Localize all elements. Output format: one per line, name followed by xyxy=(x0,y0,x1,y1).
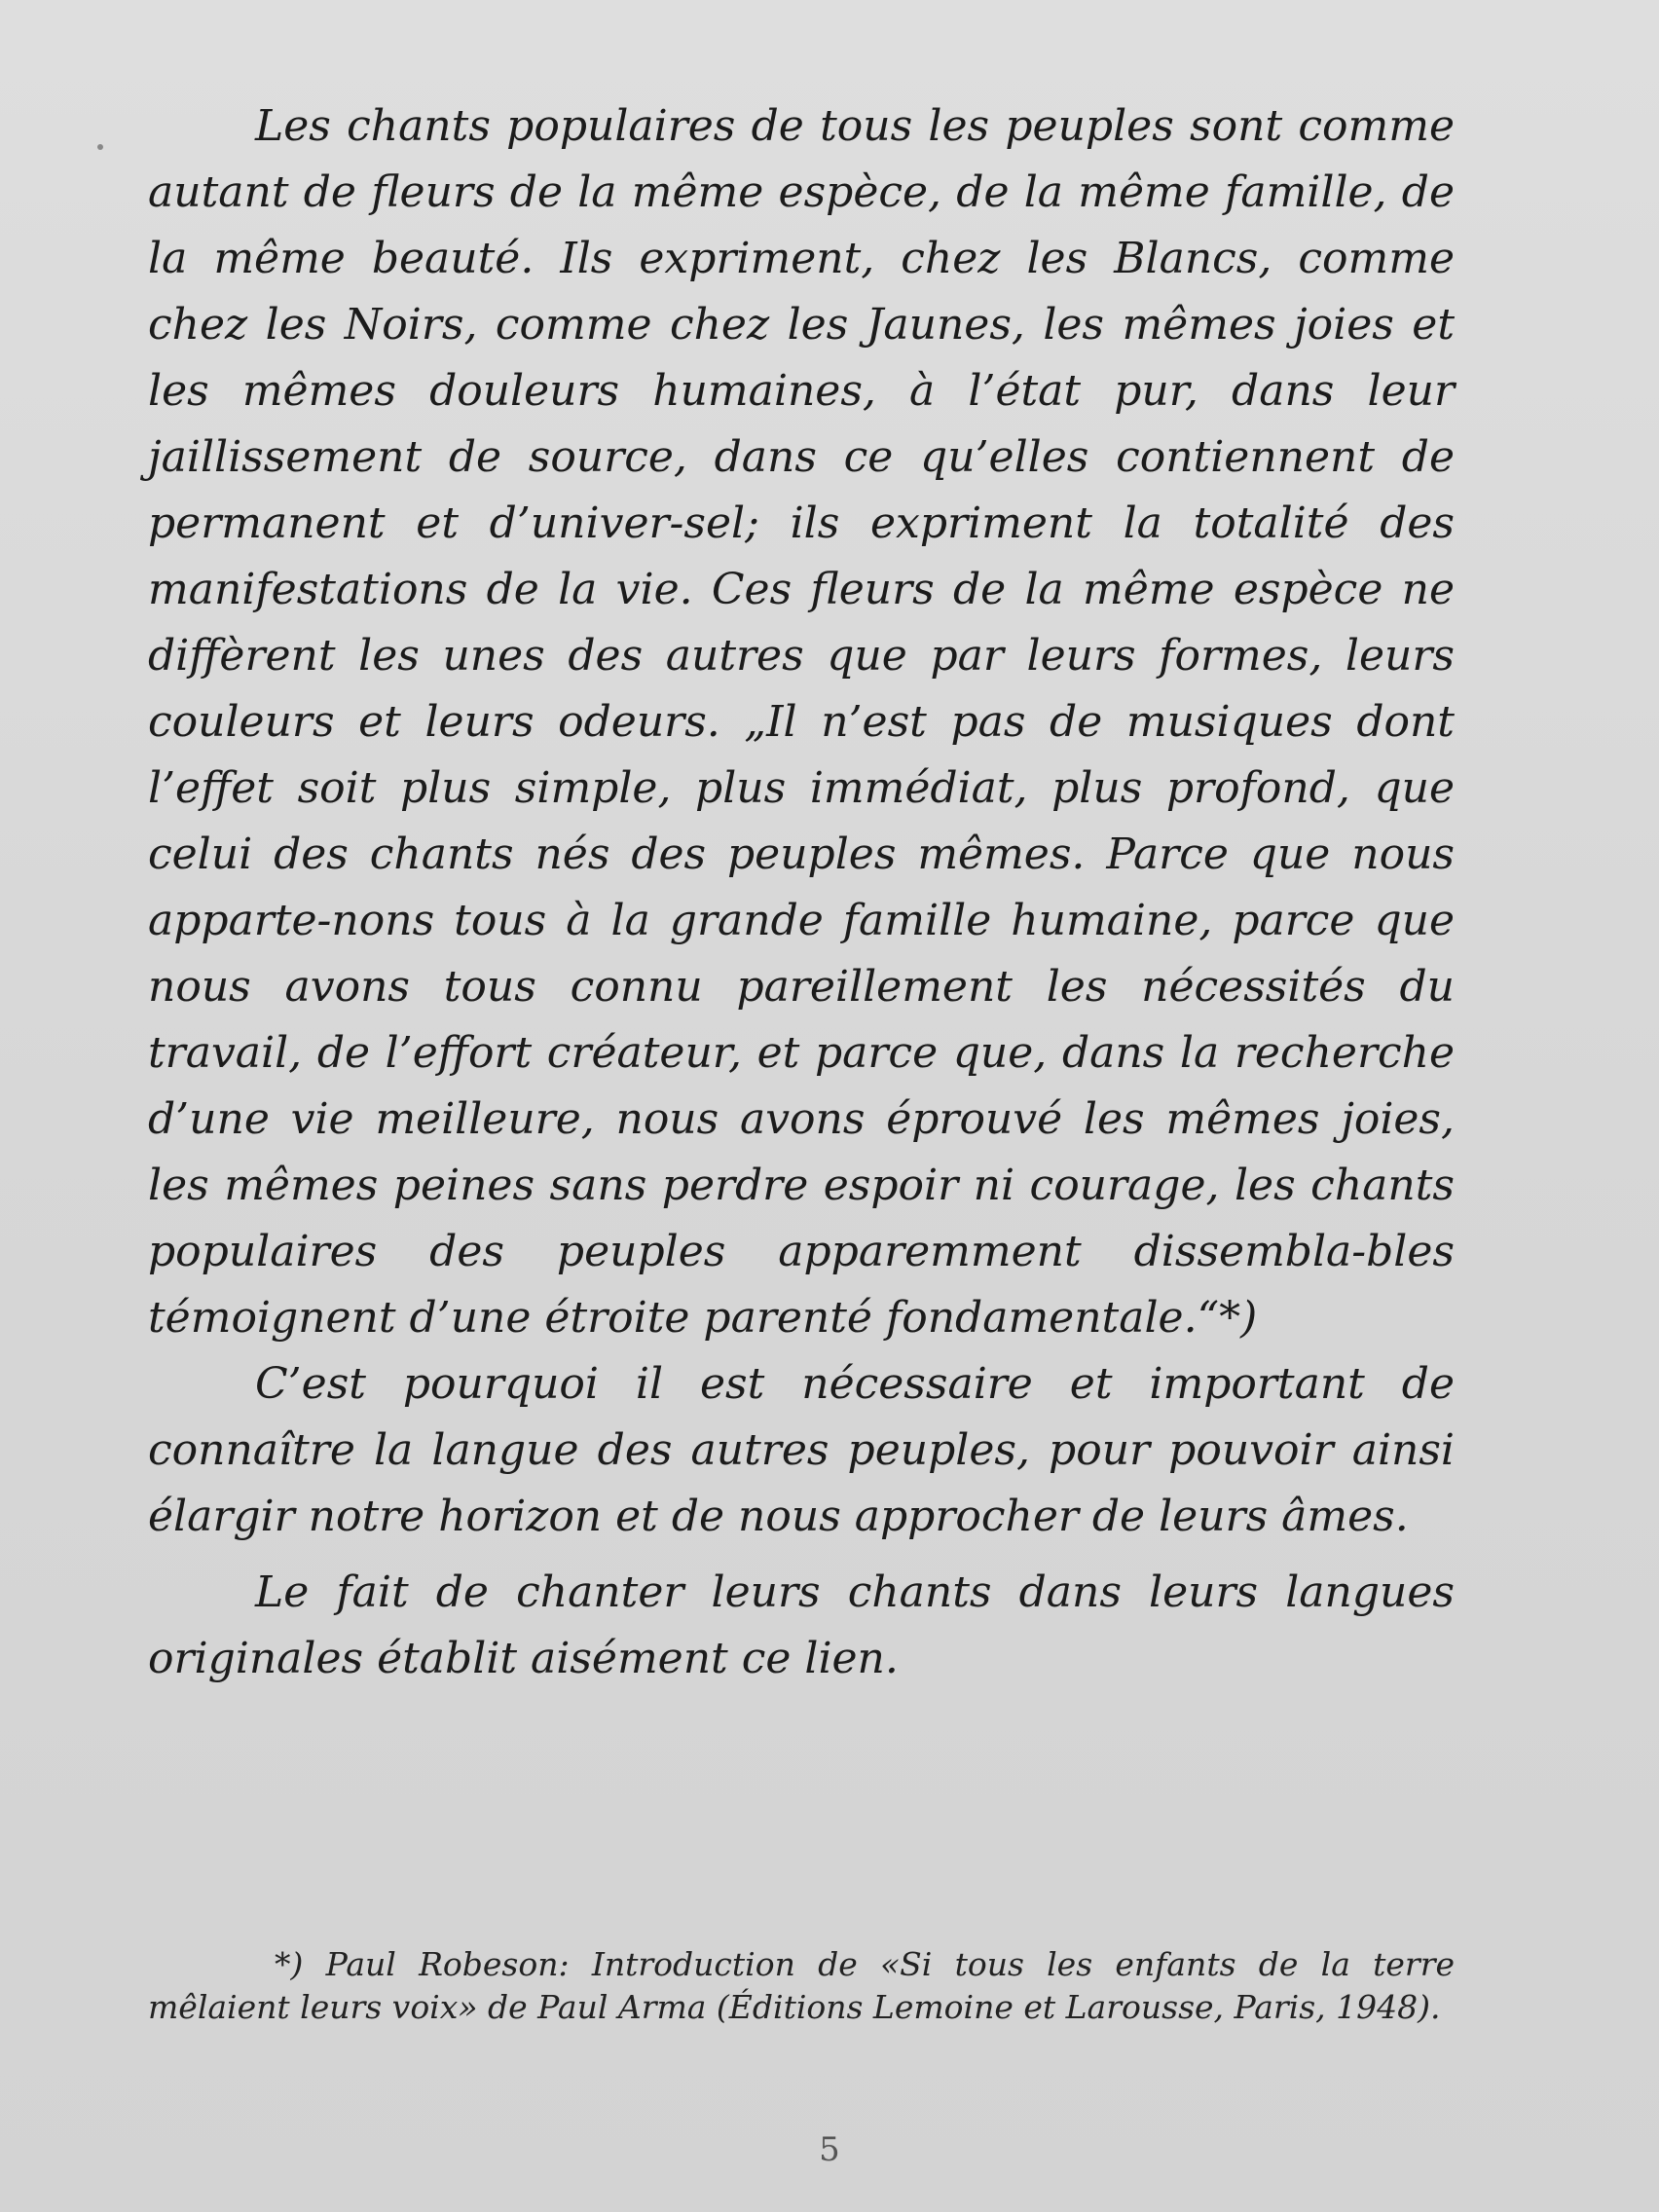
page-number: 5 xyxy=(819,2130,840,2169)
body-text xyxy=(148,93,1455,1692)
paragraph-1: Les chants populaires de tous les peuples sont comme autant de fleurs de la même espèce, de la même famille, de la même beauté. Ils expriment, chez les Blancs, comme chez les Noirs, comme chez les Jaunes, les mêmes joies et les mêmes douleurs humaines, à l’état pur, dans leur jaillissement de source, dans ce qu’elles contiennent de permanent et d’univer-sel; ils expriment la totalité des manifestations de la vie. Ces fleurs de la même espèce ne diffèrent les unes des autres que par leurs formes, leurs couleurs et leurs odeurs. „Il n’est pas de musiques dont l’effet soit plus simple, plus immédiat, plus profond, que celui des chants nés des peuples mêmes. Parce que nous apparte-nons tous à la grande famille humaine, parce que nous avons tous connu pareillement les nécessités du travail, de l’effort créateur, et parce que, dans la recherche d’une vie meilleure, nous avons éprouvé les mêmes joies, les mêmes peines sans perdre espoir ni courage, les chants populaires des peuples apparemment dissembla-bles témoignent d’une étroite parenté fondamentale.“*) xyxy=(148,101,1455,1343)
paragraph-2: C’est pourquoi il est nécessaire et important de connaître la langue des autres peuples, pour pouvoir ainsi élargir notre horizon et de nous approcher de leurs âmes. xyxy=(148,1359,1455,1541)
footnote xyxy=(148,1943,1455,2029)
paragraph-3: Le fait de chanter leurs chants dans leurs langues originales établit aisément ce lien. xyxy=(148,1567,1455,1683)
page-speck xyxy=(97,144,103,150)
footnote-text: *) Paul Robeson: Introduction de «Si tous les enfants de la terre mêlaient leurs voix» de Paul Arma (Éditions Lemoine et Larousse, Paris, 1948). xyxy=(148,1945,1455,2026)
